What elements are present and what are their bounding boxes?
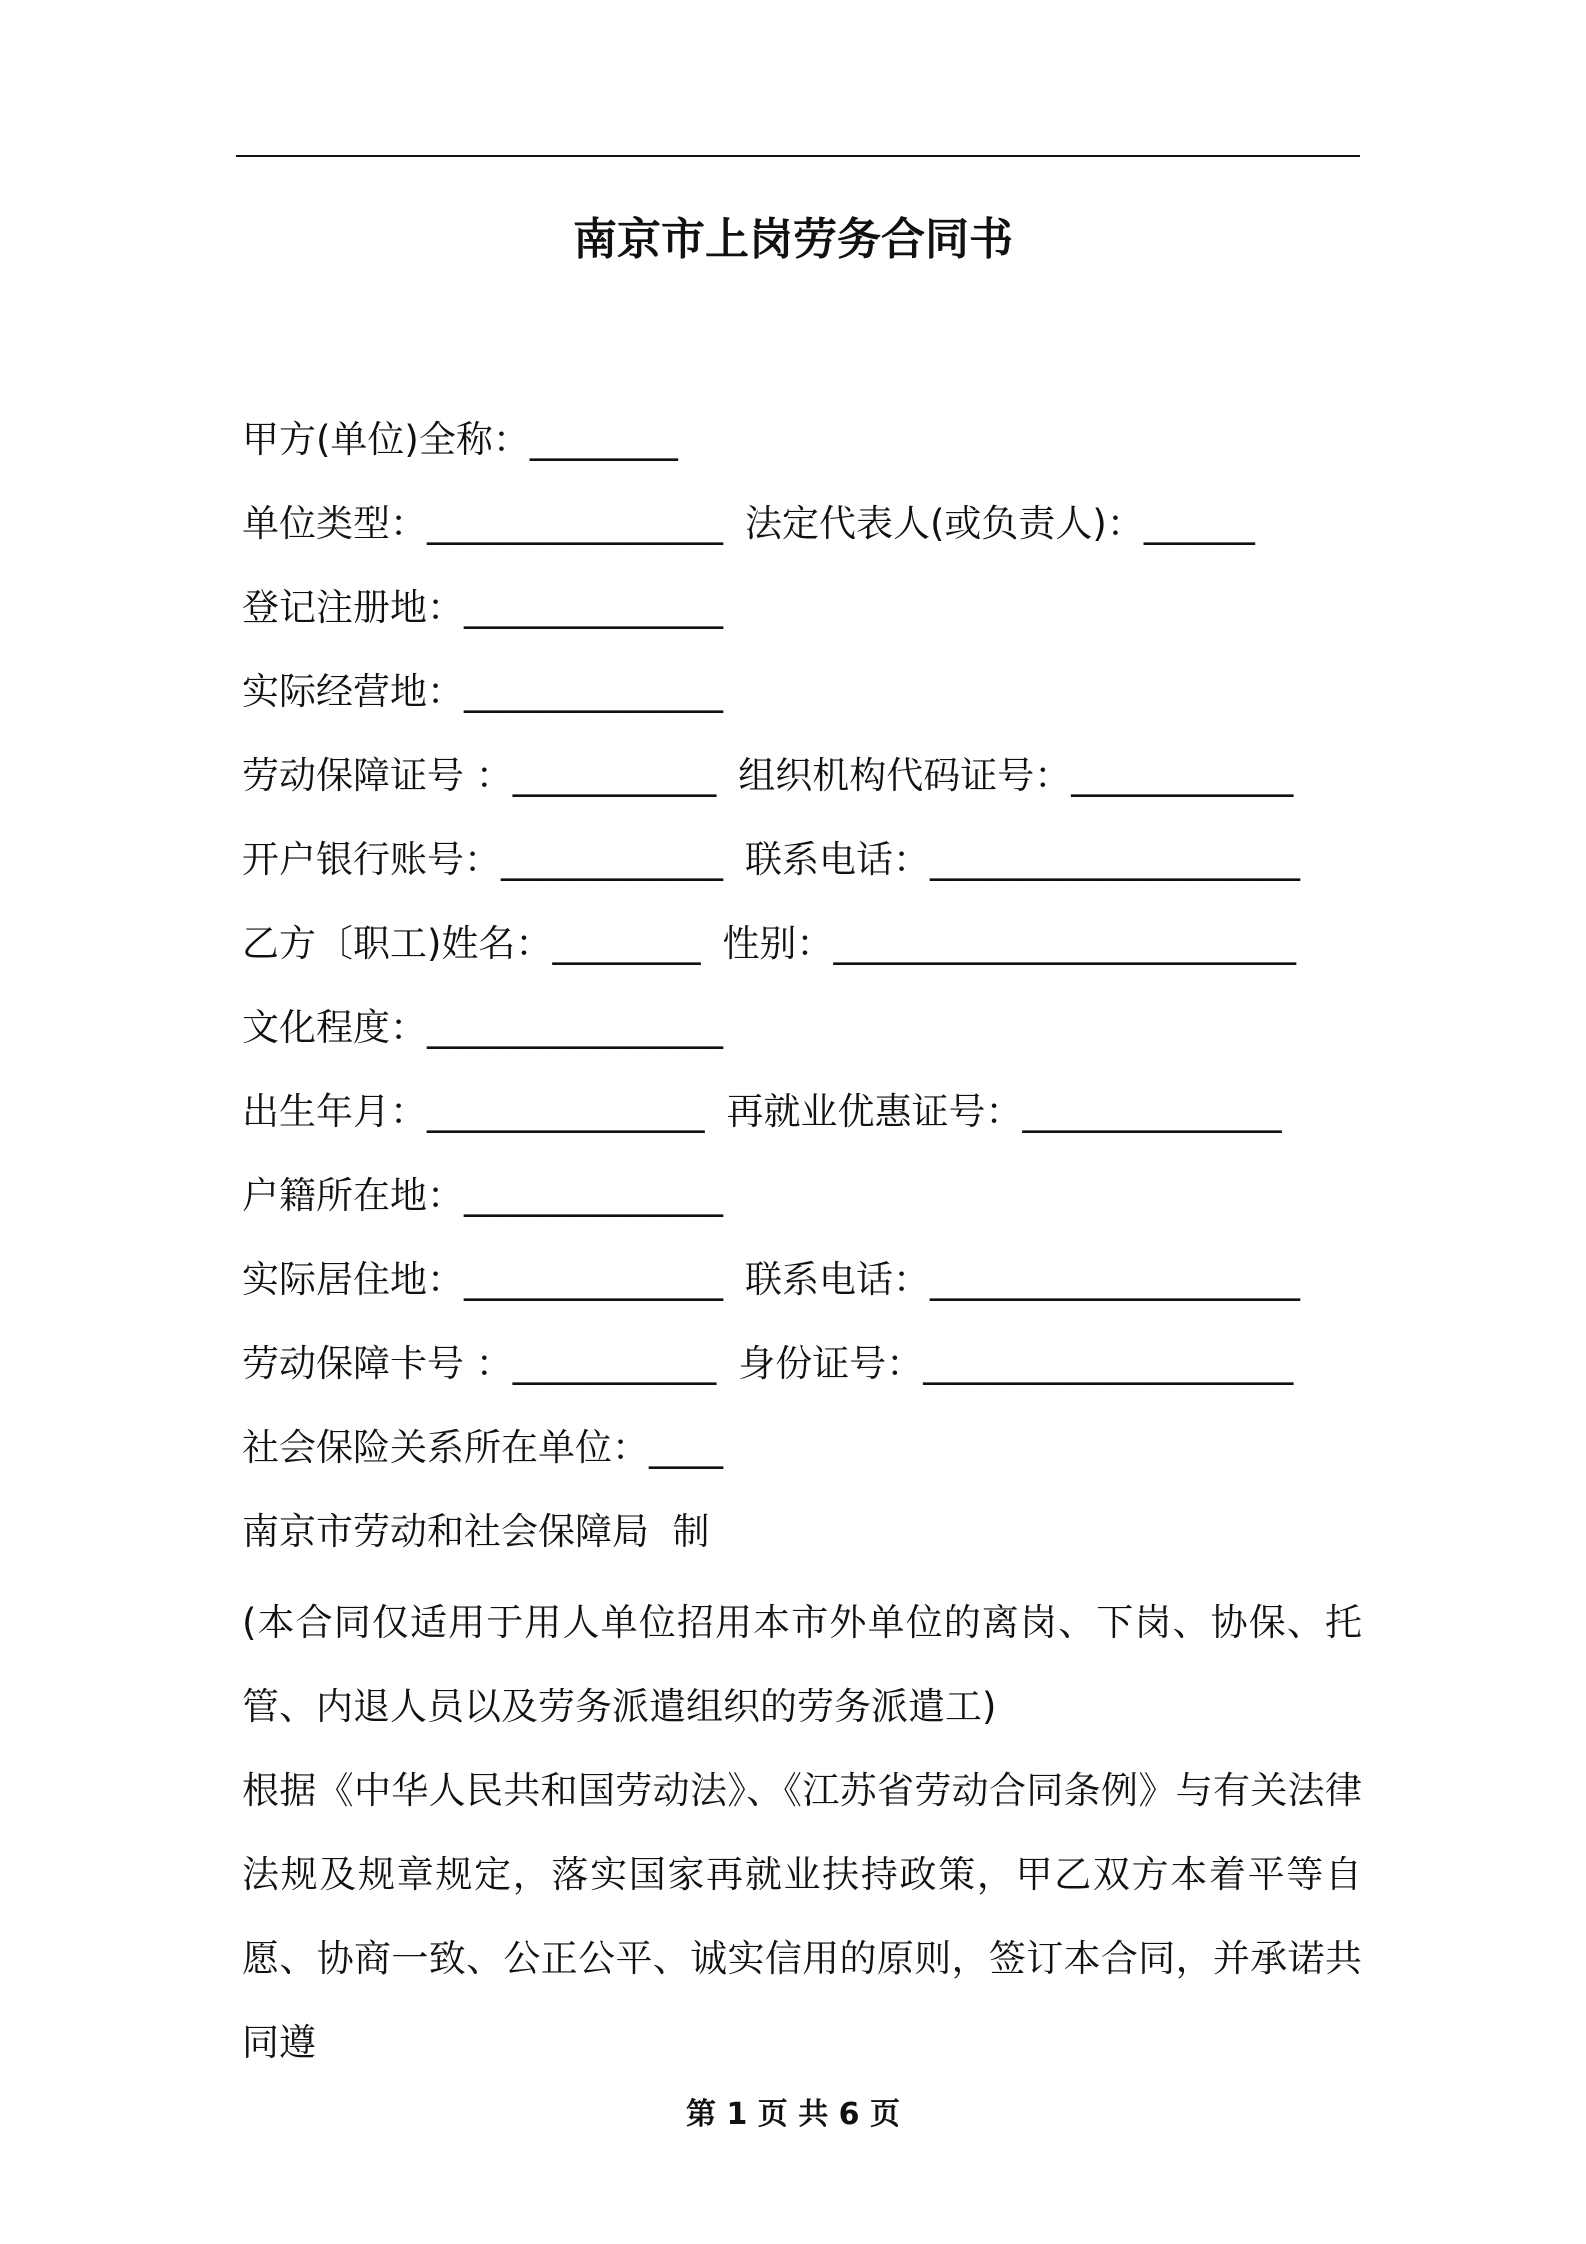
gender-label: 性别：	[722, 922, 834, 965]
field-row-reg-address	[242, 573, 1362, 657]
field-row-labor-card	[242, 1329, 1362, 1413]
residence-blank[interactable]: ______________	[464, 1258, 723, 1301]
legal-rep-label: 法定代表人(或负责人)：	[745, 502, 1144, 545]
birth-label: 出生年月：	[242, 1090, 427, 1133]
education-blank[interactable]: ________________	[427, 1006, 723, 1049]
reg-address-blank[interactable]: ______________	[464, 586, 723, 629]
birth-blank[interactable]: _______________	[427, 1090, 705, 1133]
applicability-note: (本合同仅适用于用人单位招用本市外单位的离岗、下岗、协保、托管、内退人员以及劳务派遣组织的劳务派遣工)	[242, 1601, 1362, 1728]
business-address-blank[interactable]: ______________	[464, 670, 723, 713]
business-address-label: 实际经营地：	[242, 670, 464, 713]
org-code-label: 组织机构代码证号：	[738, 754, 1072, 797]
labor-card-blank[interactable]: ___________	[512, 1342, 717, 1385]
contract-body	[242, 405, 1362, 2085]
bank-account-blank[interactable]: ____________	[501, 838, 723, 881]
field-row-education	[242, 993, 1362, 1077]
reg-address-label: 登记注册地：	[242, 586, 464, 629]
id-no-label: 身份证号：	[738, 1342, 924, 1385]
labor-card-label: 劳动保障卡号 ：	[242, 1342, 513, 1385]
field-row-birth	[242, 1077, 1362, 1161]
residence-label: 实际居住地：	[242, 1258, 464, 1301]
reemploy-cert-label: 再就业优惠证号：	[726, 1090, 1023, 1133]
field-row-hukou	[242, 1161, 1362, 1245]
gender-blank[interactable]: _________________________	[833, 922, 1296, 965]
unit-type-blank[interactable]: ________________	[427, 502, 723, 545]
hukou-blank[interactable]: ______________	[464, 1174, 723, 1217]
reemploy-cert-blank[interactable]: ______________	[1022, 1090, 1282, 1133]
phone-a-label: 联系电话：	[745, 838, 930, 881]
field-row-party-a	[242, 405, 1362, 489]
hukou-label: 户籍所在地：	[242, 1174, 464, 1217]
social-insurance-label: 社会保险关系所在单位：	[242, 1426, 649, 1469]
party-b-name-label: 乙方〔职工)姓名：	[242, 922, 553, 965]
bank-account-label: 开户银行账号：	[242, 838, 501, 881]
phone-b-blank[interactable]: ____________________	[930, 1258, 1300, 1301]
party-a-name-blank[interactable]: ________	[529, 418, 678, 461]
legal-rep-blank[interactable]: ______	[1143, 502, 1255, 545]
issuer: 南京市劳动和社会保障局 制	[242, 1510, 710, 1553]
header-rule	[236, 155, 1360, 157]
unit-type-label: 单位类型：	[242, 502, 427, 545]
field-row-business-address	[242, 657, 1362, 741]
phone-a-blank[interactable]: ____________________	[930, 838, 1300, 881]
education-label: 文化程度：	[242, 1006, 427, 1049]
social-insurance-blank[interactable]: ____	[649, 1426, 723, 1469]
phone-b-label: 联系电话：	[745, 1258, 930, 1301]
field-row-bank	[242, 825, 1362, 909]
party-a-name-label: 甲方(单位)全称：	[242, 418, 530, 461]
field-row-party-b	[242, 909, 1362, 993]
preamble-paragraph: 根据《中华人民共和国劳动法》、《江苏省劳动合同条例》与有关法律法规及规章规定，落实国家再就业扶持政策，甲乙双方本着平等自愿、协商一致、公正公平、诚实信用的原则，签订本合同，并承诺共同遵	[242, 1769, 1362, 2064]
labor-cert-label: 劳动保障证号 ：	[242, 754, 513, 797]
labor-cert-blank[interactable]: ___________	[512, 754, 717, 797]
page-footer: 第 1 页 共 6 页	[686, 2097, 900, 2132]
party-b-name-blank[interactable]: ________	[552, 922, 701, 965]
issuer-line	[242, 1497, 1362, 1581]
field-row-social-insurance	[242, 1413, 1362, 1497]
field-row-labor-cert	[242, 741, 1362, 825]
id-no-blank[interactable]: ____________________	[923, 1342, 1294, 1385]
field-row-unit-type	[242, 489, 1362, 573]
document-title: 南京市上岗劳务合同书	[573, 214, 1013, 265]
field-row-residence	[242, 1245, 1362, 1329]
org-code-blank[interactable]: ____________	[1071, 754, 1294, 797]
